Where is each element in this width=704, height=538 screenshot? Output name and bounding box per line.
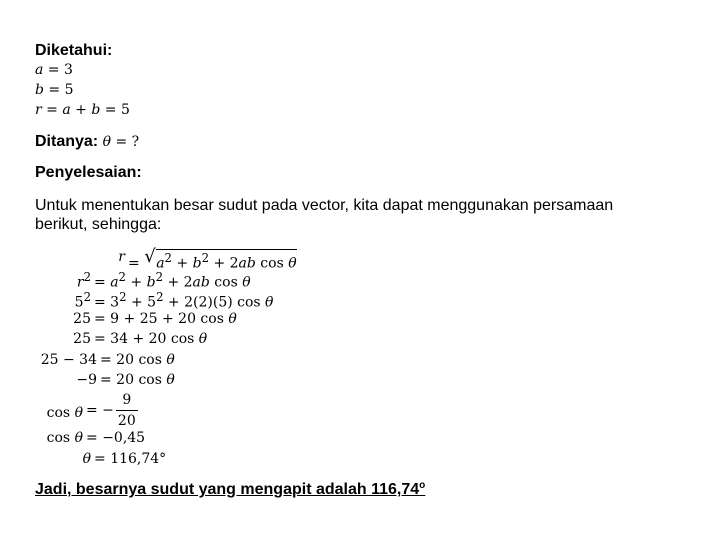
known-line-r: r = a + b = 5 — [35, 102, 130, 118]
conclusion-text: Jadi, besarnya sudut yang mengapit adalah 116,74 — [35, 481, 420, 498]
known-line-a: a = 3 — [35, 62, 73, 78]
conclusion-degree: o — [419, 480, 426, 491]
step-4-rhs: = 9 + 25 + 20 cos θ — [94, 311, 237, 327]
known-line-b: b = 5 — [35, 82, 74, 98]
step-9-rhs: = −0,45 — [86, 430, 146, 446]
step-5-rhs: = 34 + 20 cos θ — [94, 331, 208, 347]
asked-expr: θ = ? — [102, 134, 140, 150]
conclusion — [35, 481, 425, 499]
step-8-rhs: = − $\frac{9}{20}$ — [86, 392, 136, 429]
step-1-rhs: = √ $a^2 + b^2 + 2ab$ cos θ — [128, 246, 297, 272]
step-2-rhs: = $a^2 + b^2 + 2ab$ cos θ — [94, 270, 251, 291]
asked-row — [35, 133, 139, 151]
asked-heading: Ditanya: — [35, 133, 99, 150]
step-7-rhs: = 20 cos θ — [100, 372, 175, 388]
solution-heading: Penyelesaian: — [35, 164, 142, 181]
known-heading: Diketahui: — [35, 42, 113, 59]
solution-intro: Untuk menentukan besar sudut pada vector, kita dapat menggunakan persamaan berikut, sehingga: — [35, 197, 614, 233]
step-6-rhs: = 20 cos θ — [100, 352, 175, 368]
step-10-rhs: = 116,74° — [94, 451, 167, 467]
step-3-rhs: = $3^2 + 5^2 + 2(2)(5)$ cos θ — [94, 290, 274, 311]
